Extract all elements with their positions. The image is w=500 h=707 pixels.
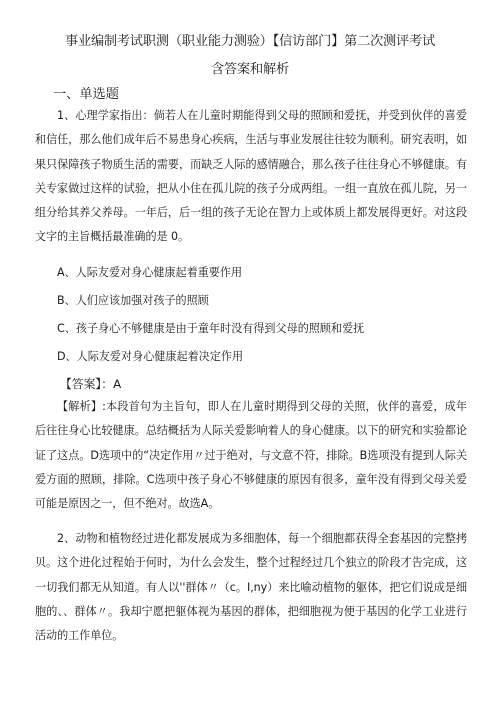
question-1-analysis: 【解析】:本段首句为主旨句，即人在儿童时期得到父母的关照，伙伴的喜爱，成年后往往身心比较健康。总结概括为人际关爱影响着人的身心健康。以下的研究和实验都论证了这点。D选项中的“决定作用〃过于绝对，与文意不符，排除。B选项没有提到人际关爱方面的照顾，排除。C选项中孩子身心不够健康的原因有很多，童年没有得到父母关爱可能是原因之一，但不绝对。故选A。 — [35, 400, 467, 511]
document-subtitle: 含答案和解析 — [211, 62, 289, 77]
question-1-option-d: D、人际友爱对身心健康起着决定作用 — [57, 350, 244, 363]
question-1-option-c: C、孩子身心不够健康是由于童年时没有得到父母的照顾和爱抚 — [57, 322, 365, 335]
question-2-stem: 2、动物和植物经过进化都发展成为多细胞体，每一个细胞都获得全套基因的完整拷贝。这个进化过程始于何时，为什么会发生，整个过程经过几个独立的阶段才告完成，这一切我们都无从知道。有人以''群体〃（c。I,ny）来比喻动植物的躯体，把它们说成是细胞的、、群体〃。我却宁愿把躯体视为基因的群体，把细胞视为便于基因的化学工业进行活动的工作单位。 — [35, 532, 467, 643]
document-title: 事业编制考试职测（职业能力测验）【信访部门】第二次测评考试 — [64, 34, 436, 49]
question-1-stem: 1、心理学家指出：倘若人在儿童时期能得到父母的照顾和爱抚，并受到伙伴的喜爱和信任，那么他们成年后不易患身心疾病，生活与事业发展往往较为顺利。研究表明，如果只保障孩子物质生活的需要，而缺乏人际的感情融合，那么孩子往往身心不够健康。有关专家做过这样的试验，把从小住在孤儿院的孩子分成两组。一组一直放在孤儿院，另一组分给其养父养母。一年后，后一组的孩子无论在智力上或体质上都发展得更好。对这段文字的主旨概括最准确的是 0。 — [35, 109, 467, 244]
section-heading: 一、单选题 — [53, 87, 119, 102]
question-1-option-a: A、人际友爱对身心健康起着重要作用 — [57, 266, 243, 279]
question-1-option-b: B、人们应该加强对孩子的照顾 — [57, 294, 209, 307]
question-1-answer: 【答案】：A — [60, 377, 122, 391]
